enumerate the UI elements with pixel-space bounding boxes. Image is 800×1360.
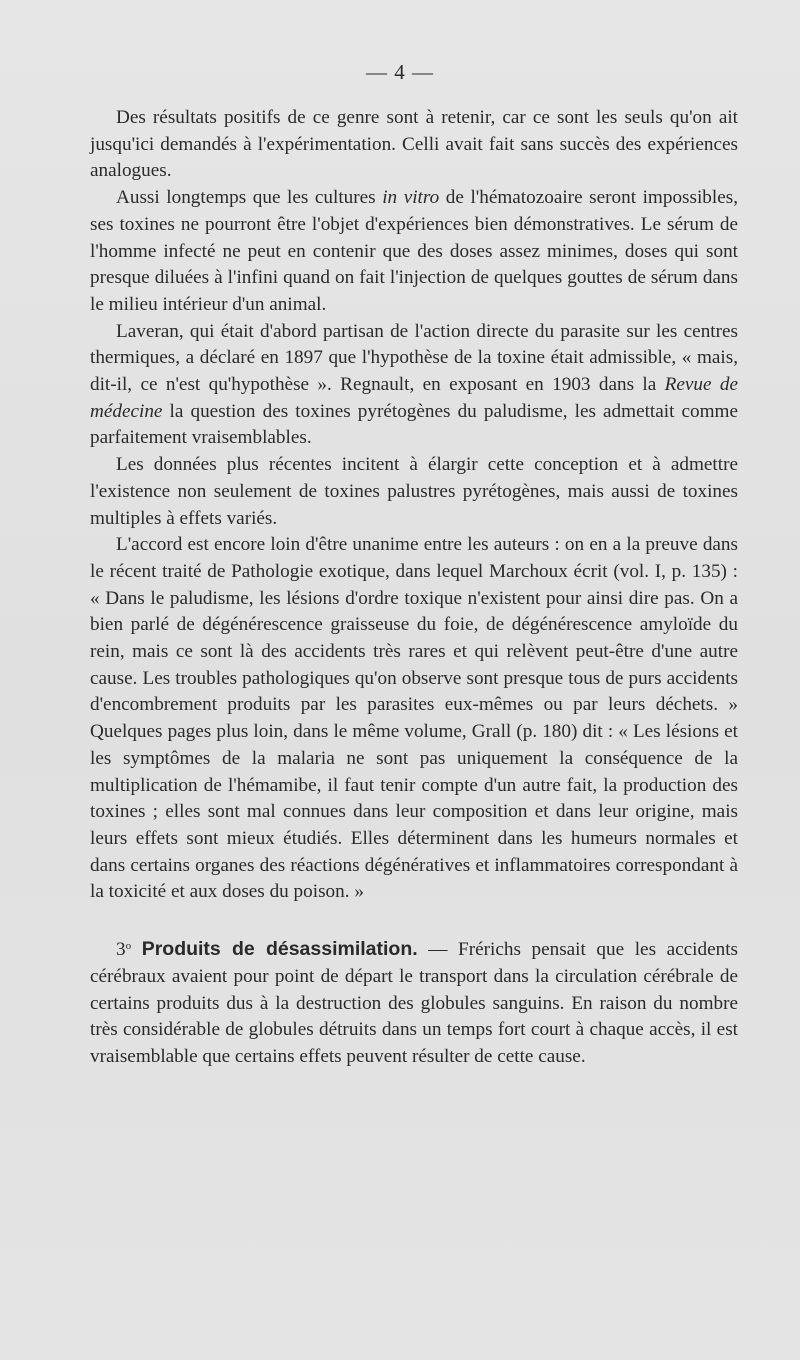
paragraph-2	[90, 185, 738, 319]
paragraph-2-italic: in vitro	[382, 187, 440, 209]
paragraph-4: Les données plus récentes incitent à élargir cette conception et à admettre l'existence non seulement de toxines palustres pyrétogènes, mais aussi de toxines multiples à effets variés.	[90, 454, 738, 529]
section-paragraph	[90, 933, 738, 1071]
section-title: Produits de désassimilation.	[141, 938, 418, 961]
page-number: — 4 —	[366, 60, 434, 84]
page-body	[90, 105, 738, 1071]
paragraph-3-after: la question des toxines pyrétogènes du paludisme, les admettait comme parfaitement vraisemblables.	[90, 400, 738, 449]
paragraph-3-italic: Revue de médecine	[90, 374, 738, 422]
section-number-digit: 3	[116, 939, 126, 961]
section-text: — Frérichs pensait que les accidents cérébraux avaient pour point de départ le transport dans la circulation cérébrale de certains produits dus à la destruction des globules sanguins. En raison du nombre très considérable de globules détruits dans un temps fort court à chaque accès, il est vraisemblable que certains effets peuvent résulter de cette cause.	[90, 939, 739, 1067]
section-number-ordinal: o	[125, 940, 132, 953]
paragraph-2-after: de l'hématozoaire seront impossibles, ses toxines ne pourront être l'objet d'expériences bien démonstratives. Le sérum de l'homme infecté ne peut en contenir que des doses assez minimes, doses qui sont presque diluées à l'infini quand on fait l'injection de quelques gouttes de sérum dans le milieu intérieur d'un animal.	[90, 187, 739, 315]
paragraph-1: Des résultats positifs de ce genre sont à retenir, car ce sont les seuls qu'on ait jusqu'ici demandés à l'expérimentation. Celli avait fait sans succès des expériences analogues.	[90, 107, 738, 182]
paragraph-3-before: Laveran, qui était d'abord partisan de l'action directe du parasite sur les centres thermiques, a déclaré en 1897 que l'hypothèse de la toxine était admissible, « mais, dit-il, ce n'est qu'hypothèse ». Regnault, en exposant en 1903 dans la	[90, 320, 738, 396]
paragraph-3	[90, 319, 738, 453]
section-number	[116, 939, 131, 960]
paragraph-5: L'accord est encore loin d'être unanime entre les auteurs : on en a la preuve dans le récent traité de Pathologie exotique, dans lequel Marchoux écrit (vol. I, p. 135) : « Dans le paludisme, les lésions d'ordre toxique n'existent pour ainsi dire pas. On a bien parlé de dégénérescence graisseuse du foie, de dégénérescence amyloïde du rein, mais ce sont là des accidents très rares et qui relèvent peut-être d'une autre cause. Les troubles pathologiques qu'on observe sont presque tous de purs accidents d'encombrement produits par les parasites eux-mêmes ou par leurs déchets. » Quelques pages plus loin, dans le même volume, Grall (p. 180) dit : « Les lésions et les symptômes de la malaria ne sont pas uniquement la conséquence de la multiplication de l'hémamibe, il faut tenir compte d'un autre fait, la production des toxines ; elles sont mal connues dans leur composition et dans leur origine, mais leurs effets sont mieux étudiés. Elles déterminent dans les humeurs normales et dans certains organes des réactions dégénératives et inflammatoires correspondant à la toxicité et aux doses du poison. »	[90, 534, 738, 903]
paragraph-2-before: Aussi longtemps que les cultures	[116, 187, 383, 209]
